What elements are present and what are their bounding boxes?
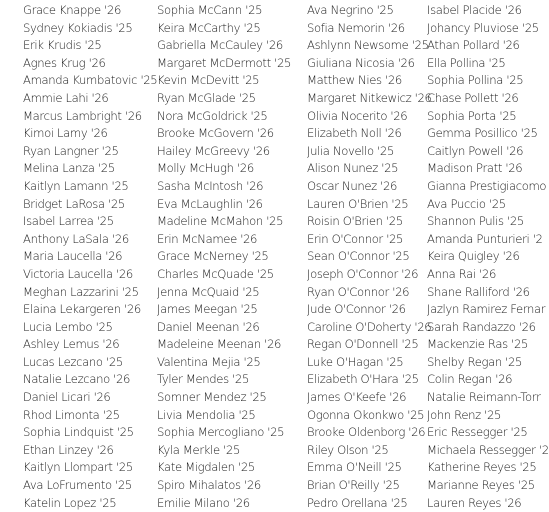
list-item: Elizabeth O'Hara '25 <box>307 372 419 387</box>
name-column-1 <box>23 2 157 512</box>
list-item: Melina Lanza '25 <box>23 161 115 176</box>
list-item: Eva McLaughlin '26 <box>157 196 263 211</box>
list-item: Sean O'Connor '25 <box>307 249 410 264</box>
list-item: Ava Negrino '25 <box>307 3 394 17</box>
list-item: Lauren O'Brien '25 <box>307 196 409 211</box>
list-item: Ammie Lahi '26 <box>23 90 109 105</box>
list-item: Meghan Lazzarini '25 <box>23 284 139 299</box>
list-item: Sophia Pollina '25 <box>427 73 524 88</box>
list-item: Sydney Kokiadis '25 <box>23 20 133 35</box>
list-item: Emilie Milano '26 <box>157 495 250 510</box>
list-item: Somner Mendez '25 <box>157 390 267 405</box>
list-item: Kaitlyn Llompart '25 <box>23 460 133 475</box>
list-item: Elaina Lekargeren '26 <box>23 302 141 317</box>
list-item: Lucas Lezcano '25 <box>23 354 123 369</box>
list-item: Colin Regan '26 <box>427 372 513 387</box>
list-item: Grace McNerney '25 <box>157 249 269 264</box>
list-item: Sasha McIntosh '26 <box>157 178 264 193</box>
list-item: Kimoi Lamy '26 <box>23 126 108 141</box>
list-item: Gemma Posillico '25 <box>427 126 538 141</box>
list-item: Brooke Oldenborg '26 <box>307 425 426 440</box>
list-item: Jude O'Connor '26 <box>307 302 406 317</box>
list-item: Shane Ralliford '26 <box>427 284 530 299</box>
list-item: Ashlynn Newsome '25 <box>307 38 429 53</box>
name-column-2 <box>157 2 291 512</box>
list-item: Sophia McCann '25 <box>157 3 263 17</box>
list-item: Isabel Larrea '25 <box>23 214 114 229</box>
list-item: Ashley Lemus '26 <box>23 337 120 352</box>
list-item: Madeline McMahon '25 <box>157 214 284 229</box>
list-item: Elizabeth Noll '26 <box>307 126 402 141</box>
list-item: Anthony LaSala '26 <box>23 231 129 246</box>
list-item: Chase Pollett '26 <box>427 90 519 105</box>
list-item: Michaela Ressegger '2 <box>427 442 549 457</box>
list-item: John Renz '25 <box>427 407 502 422</box>
list-item: Bridget LaRosa '25 <box>23 196 125 211</box>
list-item: Nora McGoldrick '25 <box>157 108 268 123</box>
list-item: Charles McQuade '25 <box>157 266 274 281</box>
list-item: Ella Pollina '25 <box>427 55 506 70</box>
list-item: Ethan Linzey '26 <box>23 442 114 457</box>
list-item: Tyler Mendes '25 <box>157 372 249 387</box>
list-item: Luke O'Hagan '25 <box>307 354 404 369</box>
list-item: Erin McNamee '26 <box>157 231 258 246</box>
list-item: Molly McHugh '26 <box>157 161 254 176</box>
list-item: Brooke McGovern '26 <box>157 126 274 141</box>
list-item: Julia Novello '25 <box>307 143 394 158</box>
list-item: Madison Pratt '26 <box>427 161 523 176</box>
list-item: Amanda Punturieri '2 <box>427 231 543 246</box>
list-item: Margaret Nitkewicz '26 <box>307 90 432 105</box>
list-item: Livia Mendolia '25 <box>157 407 256 422</box>
list-item: Spiro Mihalatos '26 <box>157 478 261 493</box>
list-item: Daniel Licari '26 <box>23 390 111 405</box>
list-item: Anna Rai '26 <box>427 266 496 281</box>
list-item: Gianna Prestigiacomo <box>427 178 547 193</box>
list-item: Margaret McDermott '25 <box>157 55 292 70</box>
list-item: Shannon Pulis '25 <box>427 214 524 229</box>
list-item: Isabel Placide '26 <box>427 3 522 17</box>
list-item: Katelin Lopez '25 <box>23 495 117 510</box>
list-item: Marcus Lambright '26 <box>23 108 142 123</box>
list-item: James Meegan '25 <box>157 302 258 317</box>
list-item: Marianne Reyes '25 <box>427 478 535 493</box>
list-item: Shelby Regan '25 <box>427 354 523 369</box>
list-item: Regan O'Donnell '25 <box>307 337 419 352</box>
list-item: Ryan O'Connor '26 <box>307 284 410 299</box>
list-item: Keira Quigley '26 <box>427 249 520 264</box>
list-item: Lucia Lembo '25 <box>23 319 113 334</box>
list-item: Grace Knappe '26 <box>23 3 121 17</box>
name-column-4 <box>427 2 549 512</box>
list-item: Daniel Meenan '26 <box>157 319 260 334</box>
list-item: Roisin O'Brien '25 <box>307 214 403 229</box>
list-item: Lauren Reyes '26 <box>427 495 522 510</box>
list-item: Keira McCarthy '25 <box>157 20 261 35</box>
list-item: Brian O'Reilly '25 <box>307 478 400 493</box>
list-item: Johancy Pluviose '25 <box>427 20 539 35</box>
list-item: Amanda Kumbatovic '25 <box>23 73 158 88</box>
list-item: Ava LoFrumento '25 <box>23 478 132 493</box>
list-item: Sarah Randazzo '26 <box>427 319 536 334</box>
list-item: Agnes Krug '26 <box>23 55 106 70</box>
list-item: Rhod Limonta '25 <box>23 407 120 422</box>
list-item: Sophia Mercogliano '25 <box>157 425 285 440</box>
name-column-3 <box>307 2 432 512</box>
list-item: Emma O'Neill '25 <box>307 460 402 475</box>
list-item: Hailey McGreevy '26 <box>157 143 270 158</box>
list-item: Joseph O'Connor '26 <box>307 266 419 281</box>
list-item: Gabriella McCauley '26 <box>157 38 283 53</box>
list-item: Jazlyn Ramirez Fernar <box>427 302 546 317</box>
list-item: Sophia Lindquist '25 <box>23 425 134 440</box>
list-item: Valentina Mejia '25 <box>157 354 261 369</box>
list-item: Kyla Merkle '25 <box>157 442 240 457</box>
list-item: Eric Ressegger '25 <box>427 425 528 440</box>
list-item: Ryan McGlade '25 <box>157 90 256 105</box>
list-item: Alison Nunez '25 <box>307 161 399 176</box>
list-item: Athan Pollard '26 <box>427 38 520 53</box>
list-item: Pedro Orellana '25 <box>307 495 408 510</box>
list-item: James O'Keefe '26 <box>307 390 407 405</box>
list-item: Sophia Porta '25 <box>427 108 517 123</box>
list-item: Jenna McQuaid '25 <box>157 284 260 299</box>
list-item: Natalie Reimann-Torr <box>427 390 541 405</box>
list-item: Matthew Nies '26 <box>307 73 402 88</box>
list-item: Sofia Nemorin '26 <box>307 20 405 35</box>
list-item: Victoria Laucella '26 <box>23 266 133 281</box>
list-item: Ava Puccio '25 <box>427 196 506 211</box>
list-item: Ogonna Okonkwo '25 <box>307 407 425 422</box>
list-item: Olivia Nocerito '26 <box>307 108 408 123</box>
list-item: Natalie Lezcano '26 <box>23 372 131 387</box>
list-item: Kevin McDevitt '25 <box>157 73 260 88</box>
list-item: Katherine Reyes '25 <box>427 460 537 475</box>
list-item: Ryan Langner '25 <box>23 143 119 158</box>
list-item: Erik Krudis '25 <box>23 38 102 53</box>
list-item: Caroline O'Doherty '26 <box>307 319 432 334</box>
list-item: Kaitlyn Lamann '25 <box>23 178 129 193</box>
list-item: Maria Laucella '26 <box>23 249 123 264</box>
list-item: Caitlyn Powell '26 <box>427 143 524 158</box>
list-item: Mackenzie Ras '25 <box>427 337 529 352</box>
list-item: Giuliana Nicosia '26 <box>307 55 415 70</box>
list-item: Riley Olson '25 <box>307 442 389 457</box>
list-item: Oscar Nunez '26 <box>307 178 398 193</box>
list-item: Erin O'Connor '25 <box>307 231 404 246</box>
list-item: Madeleine Meenan '26 <box>157 337 282 352</box>
list-item: Kate Migdalen '25 <box>157 460 255 475</box>
